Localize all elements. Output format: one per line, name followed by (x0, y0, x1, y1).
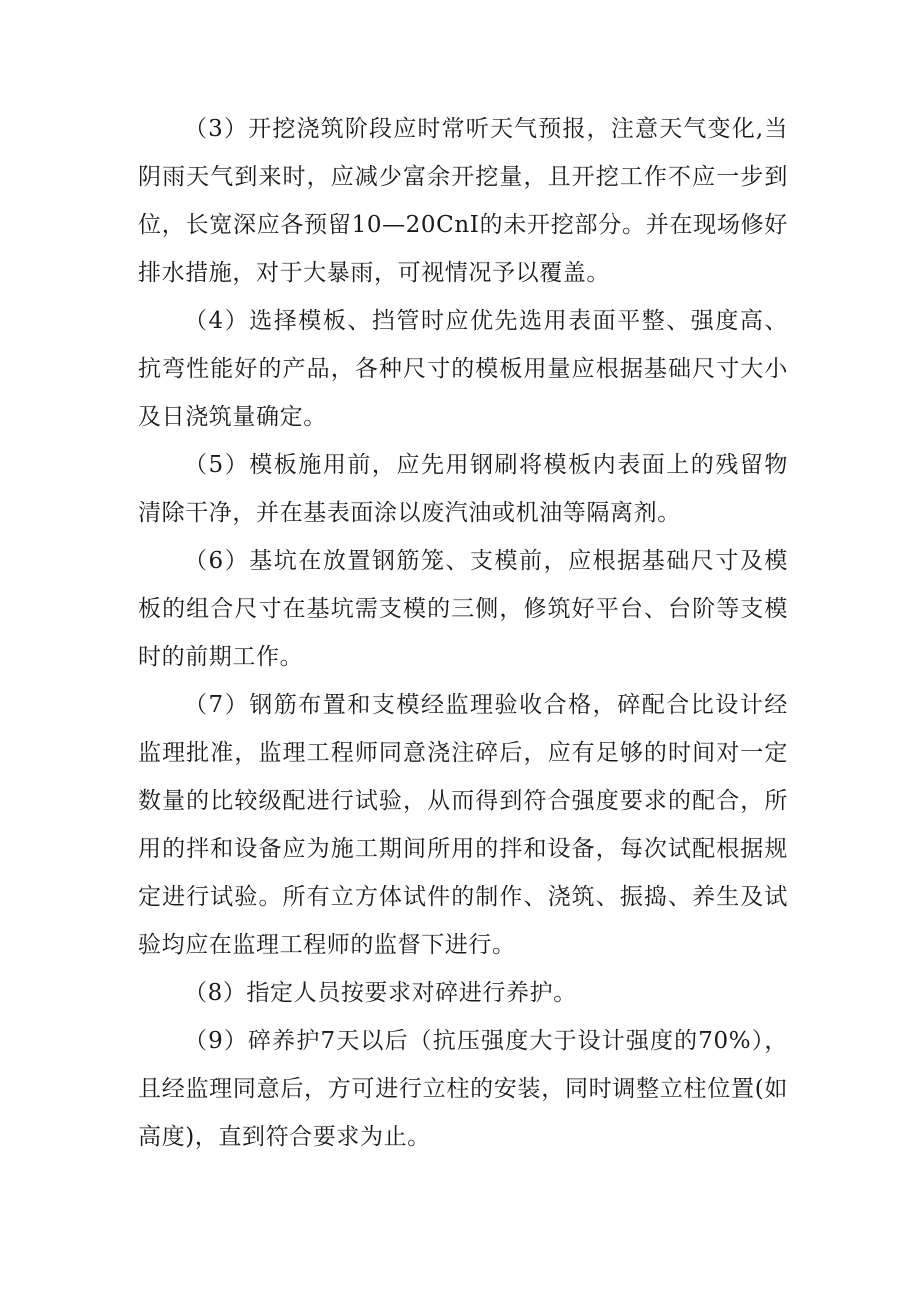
paragraph-item-9: （9）碎养护7天以后（抗压强度大于设计强度的70%），且经监理同意后，方可进行立柱的安装，同时调整立柱位置(如高度)，直到符合要求为止。 (138, 1028, 788, 1150)
paragraph-item-5: （5）模板施用前，应先用钢刷将模板内表面上的残留物清除干净，并在基表面涂以废汽油或机油等隔离剂。 (138, 452, 788, 526)
paragraph-item-6: （6）基坑在放置钢筋笼、支模前，应根据基础尺寸及模板的组合尺寸在基坑需支模的三侧，修筑好平台、台阶等支模时的前期工作。 (138, 548, 788, 670)
paragraph-item-7: （7）钢筋布置和支模经监理验收合格，碎配合比设计经监理批准，监理工程师同意浇注碎后，应有足够的时间对一定数量的比较级配进行试验，从而得到符合强度要求的配合，所用的拌和设备应为施工期间所用的拌和设备，每次试配根据规定进行试验。所有立方体试件的制作、浇筑、振捣、养生及试验均应在监理工程师的监督下进行。 (138, 692, 788, 958)
paragraph-item-4: （4）选择模板、挡管时应优先选用表面平整、强度高、抗弯性能好的产品，各种尺寸的模板用量应根据基础尺寸大小及日浇筑量确定。 (138, 308, 788, 430)
paragraph-item-3: （3）开挖浇筑阶段应时常听天气预报，注意天气变化,当阴雨天气到来时，应减少富余开挖量，且开挖工作不应一步到位，长宽深应各预留10—20CnI的未开挖部分。并在现场修好排水措施，对于大暴雨，可视情况予以覆盖。 (138, 116, 788, 286)
document-body (138, 105, 788, 1161)
paragraph-item-8: （8）指定人员按要求对碎进行养护。 (184, 980, 577, 1006)
